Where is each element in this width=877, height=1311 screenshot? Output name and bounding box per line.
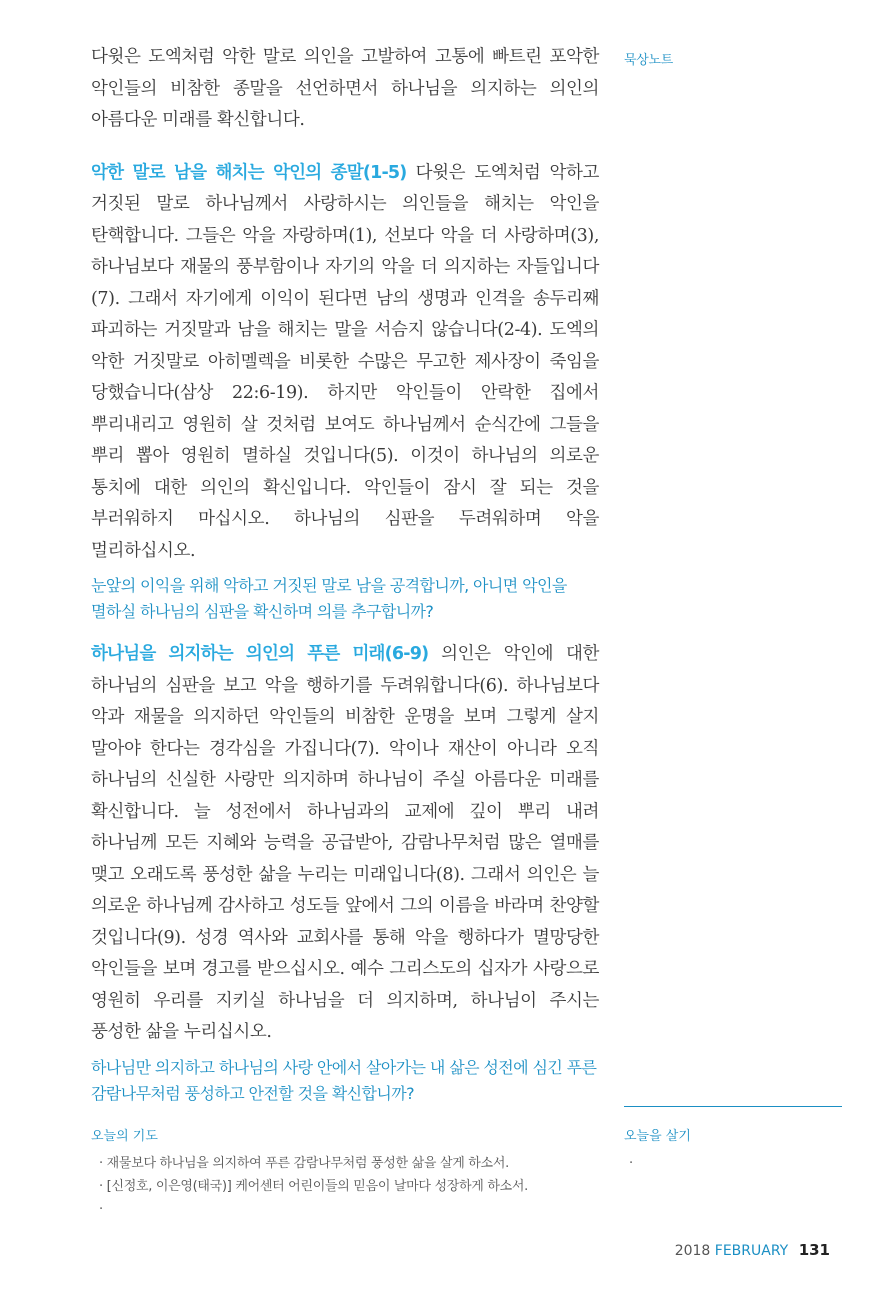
footer-year: 2018 (674, 1243, 711, 1259)
prayer-item: · 재물보다 하나님을 의지하여 푸른 감람나무처럼 풍성한 삶을 살게 하소서. (99, 1156, 509, 1171)
prayer-item: · (99, 1202, 103, 1217)
section2-body: 의인은 악인에 대한 하나님의 심판을 보고 악을 행하기를 두려워합니다(6). 하나님보다 악과 재물을 의지하던 악인들의 비참한 운명을 보며 그렇게 살지 말아야 한다는 경각심을 가집니다(7). 악이나 재산이 아니라 오직 하나님의 신실한 사랑만 의지하며 하나님이 주실 아름다운 미래를 확신합니다. 늘 성전에서 하나님과의 교제에 깊이 뿌리 내려 하나님께 모든 지혜와 능력을 공급받아, 감람나무처럼 많은 열매를 맺고 오래도록 풍성한 삶을 누리는 미래입니다(8). 그래서 의인은 늘 의로운 하나님께 감사하고 성도들 앞에서 그의 이름을 바라며 찬양할 것입니다(9). 성경 역사와 교회사를 통해 악을 행하다가 멸망당한 악인들을 보며 경고를 받으십시오. 예수 그리스도의 십자가 사랑으로 영원히 우리를 지키실 하나님을 더 의지하며, 하나님이 주시는 풍성한 삶을 누리십시오. (91, 644, 599, 1042)
intro-paragraph: 다윗은 도엑처럼 악한 말로 의인을 고발하여 고통에 빠트린 포악한 악인들의 비참한 종말을 선언하면서 하나님을 의지하는 의인의 아름다운 미래를 확신합니다. (91, 47, 599, 130)
section1-heading: 악한 말로 남을 해치는 악인의 종말(1-5) (91, 162, 407, 183)
prayer-item: · [신정호, 이은영(태국)] 케어센터 어린이들의 믿음이 날마다 성장하게 하소서. (99, 1179, 528, 1194)
section1-paragraph (91, 158, 599, 568)
section2-heading: 하나님을 의지하는 의인의 푸른 미래(6-9) (91, 644, 429, 664)
page-footer (675, 1241, 830, 1259)
footer-month: FEBRUARY (714, 1243, 789, 1259)
prayer-item-text: [신정호, 이은영(태국)] 케어센터 어린이들의 믿음이 날마다 성장하게 하소서. (106, 1179, 528, 1194)
section1-body: 다윗은 도엑처럼 악하고 거짓된 말로 하나님께서 사랑하시는 의인들을 해치는 악인을 탄핵합니다. 그들은 악을 자랑하며(1), 선보다 악을 더 사랑하며(3), 하나님보다 재물의 풍부함이나 자기의 악을 더 의지하는 자들입니다(7). 그래서 자기에게 이익이 된다면 남의 생명과 인격을 송두리째 파괴하는 거짓말과 남을 해치는 말을 서슴지 않습니다(2-4). 도엑의 악한 거짓말로 아히멜렉을 비롯한 수많은 무고한 제사장이 죽임을 당했습니다(삼상 22:6-19). 하지만 악인들이 안락한 집에서 뿌리내리고 영원히 살 것처럼 보여도 하나님께서 순식간에 그들을 뿌리 뽑아 영원히 멸하실 것입니다(5). 이것이 하나님의 의로운 통치에 대한 의인의 확신입니다. 악인들이 잠시 잘 되는 것을 부러워하지 마십시오. 하나님의 심판을 두려워하며 악을 멀리하십시오. (91, 162, 600, 561)
main-column (91, 42, 599, 1107)
todays-prayer (91, 1125, 611, 1221)
live-today (624, 1125, 842, 1175)
page-number: 131 (798, 1241, 830, 1259)
section2-paragraph (91, 639, 599, 1049)
meditation-note-label: 묵상노트 (624, 53, 674, 68)
section1-question: 눈앞의 이익을 위해 악하고 거짓된 말로 남을 공격합니까, 아니면 악인을 멸하실 하나님의 심판을 확신하며 의를 추구합니까? (91, 576, 567, 621)
apply-item: · (629, 1156, 634, 1171)
divider-rule (624, 1106, 842, 1107)
apply-title: 오늘을 살기 (624, 1129, 691, 1144)
prayer-title: 오늘의 기도 (91, 1129, 158, 1144)
prayer-item-text: 재물보다 하나님을 의지하여 푸른 감람나무처럼 풍성한 삶을 살게 하소서. (106, 1156, 509, 1171)
section2-question: 하나님만 의지하고 하나님의 사랑 안에서 살아가는 내 삶은 성전에 심긴 푸른 감람나무처럼 풍성하고 안전할 것을 확신합니까? (91, 1057, 597, 1103)
